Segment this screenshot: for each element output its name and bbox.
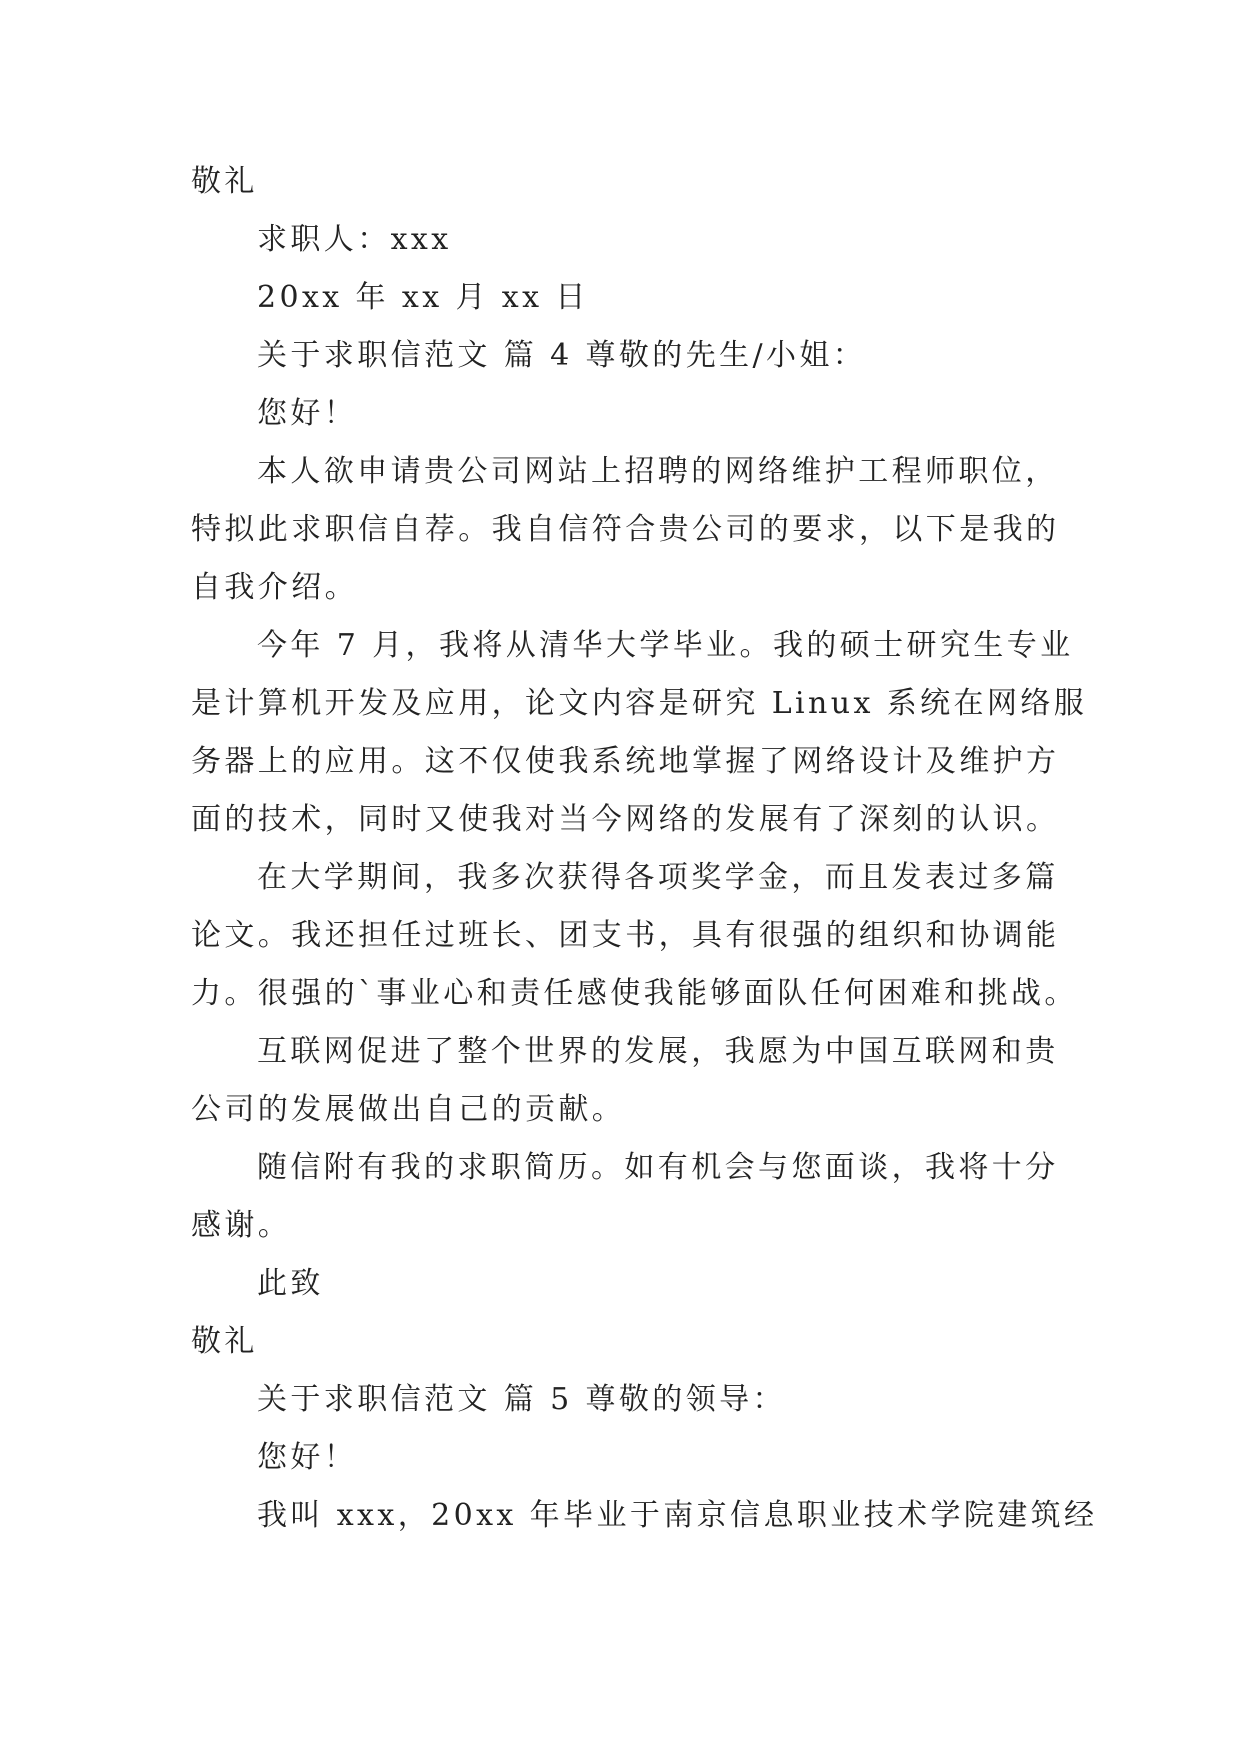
text-line-11: 务器上的应用。这不仅使我系统地掌握了网络设计及维护方 (191, 744, 1060, 779)
text-line-15: 力。很强的`事业心和责任感使我能够面队任何困难和挑战。 (191, 976, 1078, 1011)
text-line-13: 在大学期间，我多次获得各项奖学金，而且发表过多篇 (257, 860, 1059, 895)
text-line-10: 是计算机开发及应用，论文内容是研究 Linux 系统在网络服 (191, 686, 1088, 721)
text-line-18: 随信附有我的求职简历。如有机会与您面谈，我将十分 (257, 1150, 1059, 1185)
text-line-14: 论文。我还担任过班长、团支书，具有很强的组织和协调能 (191, 918, 1060, 953)
text-line-22: 关于求职信范文 篇 5 尊敬的领导： (257, 1382, 786, 1417)
text-line-7: 特拟此求职信自荐。我自信符合贵公司的要求，以下是我的 (191, 512, 1060, 547)
text-line-3: 20xx 年 xx 月 xx 日 (257, 280, 589, 315)
text-line-12: 面的技术，同时又使我对当今网络的发展有了深刻的认识。 (191, 802, 1060, 837)
text-line-2: 求职人：xxx (257, 222, 452, 257)
text-line-19: 感谢。 (191, 1208, 292, 1243)
text-line-5: 您好！ (257, 396, 358, 431)
text-line-8: 自我介绍。 (191, 570, 358, 605)
text-line-16: 互联网促进了整个世界的发展，我愿为中国互联网和贵 (257, 1034, 1059, 1069)
text-line-1: 敬礼 (191, 164, 258, 199)
text-line-21: 敬礼 (191, 1324, 258, 1359)
text-line-23: 您好！ (257, 1440, 358, 1475)
text-line-20: 此致 (257, 1266, 324, 1301)
text-line-9: 今年 7 月，我将从清华大学毕业。我的硕士研究生专业 (257, 628, 1074, 663)
text-line-24: 我叫 xxx，20xx 年毕业于南京信息职业技术学院建筑经 (257, 1498, 1098, 1533)
text-line-4: 关于求职信范文 篇 4 尊敬的先生/小姐： (257, 338, 867, 373)
text-line-17: 公司的发展做出自己的贡献。 (191, 1092, 626, 1127)
text-line-6: 本人欲申请贵公司网站上招聘的网络维护工程师职位， (257, 454, 1059, 489)
